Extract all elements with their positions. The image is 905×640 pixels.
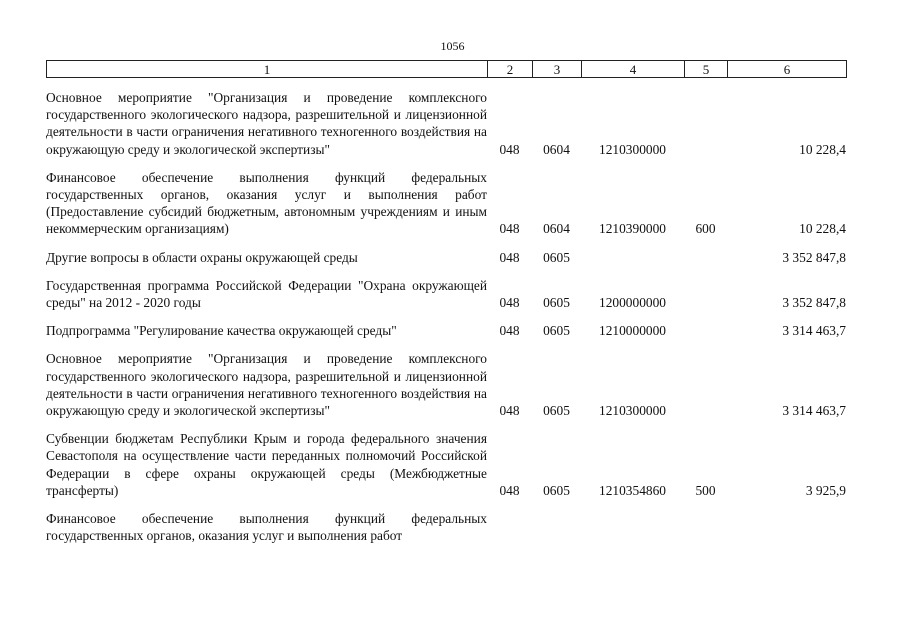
row-amount: 3 925,9: [805, 482, 846, 498]
row-target: 1210000000: [599, 323, 666, 339]
row-section: 0605: [543, 403, 570, 419]
row-ministry: 048: [499, 141, 520, 157]
row-target: 1200000000: [599, 295, 666, 311]
row-ministry: 048: [499, 295, 520, 311]
row-ministry: 048: [499, 249, 520, 265]
row-section: 0605: [543, 295, 570, 311]
row-section: 0604: [543, 221, 570, 237]
table-row: [46, 350, 846, 419]
row-ministry: 048: [499, 482, 520, 498]
column-header-row: [47, 61, 847, 78]
row-target: 1210390000: [599, 221, 666, 237]
row-name: Финансовое обеспечение выполнения функций федеральных государственных органов, оказания услуг и выполнения работ: [46, 511, 487, 544]
table-row: [46, 322, 846, 339]
row-amount: 10 228,4: [799, 221, 846, 237]
row-amount: 10 228,4: [799, 141, 846, 157]
row-section: 0604: [543, 141, 570, 157]
row-section: 0605: [543, 482, 570, 498]
row-amount: 3 352 847,8: [782, 295, 846, 311]
table-row: [46, 169, 846, 238]
column-header-1: 1: [47, 61, 488, 78]
row-target: 1210300000: [599, 403, 666, 419]
row-name: Финансовое обеспечение выполнения функций федеральных государственных органов, оказания услуг и выполнения работ (Предоставление субсидий бюджетным, автономным учреждениям и иным некоммерческим организациям): [46, 169, 487, 237]
row-target: 1210354860: [599, 482, 666, 498]
row-expense-type: 500: [695, 482, 716, 498]
column-header-5: 5: [685, 61, 728, 78]
row-name: Субвенции бюджетам Республики Крым и города федерального значения Севастополя на осуществление части переданных полномочий Российской Федерации в сфере охраны окружающей среды (Межбюджетные трансферты): [46, 431, 487, 498]
table-row: [46, 510, 846, 544]
row-name: Другие вопросы в области охраны окружающей среды: [46, 249, 358, 265]
row-section: 0605: [543, 249, 570, 265]
row-name: Основное мероприятие "Организация и проведение комплексного государственного экологического надзора, разрешительной и лицензионной деятельности в части ограничения негативного техногенного воздействия на окружающую среду и экологической экспертизы": [46, 90, 487, 157]
row-ministry: 048: [499, 403, 520, 419]
row-section: 0605: [543, 323, 570, 339]
row-amount: 3 314 463,7: [782, 323, 846, 339]
column-header-6: 6: [728, 61, 847, 78]
row-name: Подпрограмма "Регулирование качества окружающей среды": [46, 323, 397, 339]
row-amount: 3 352 847,8: [782, 249, 846, 265]
table-row: [46, 249, 846, 266]
row-expense-type: 600: [695, 221, 716, 237]
row-ministry: 048: [499, 323, 520, 339]
table-row: [46, 277, 846, 311]
column-header-table: [46, 60, 847, 78]
column-header-2: 2: [488, 61, 533, 78]
row-target: 1210300000: [599, 141, 666, 157]
row-amount: 3 314 463,7: [782, 403, 846, 419]
row-name: Государственная программа Российской Федерации "Охрана окружающей среды" на 2012 - 2020 годы: [46, 277, 487, 311]
column-header-3: 3: [533, 61, 582, 78]
column-header-4: 4: [582, 61, 685, 78]
table-row: [46, 89, 846, 158]
budget-table-body: [46, 89, 846, 544]
row-name: Основное мероприятие "Организация и проведение комплексного государственного экологического надзора, разрешительной и лицензионной деятельности в части ограничения негативного техногенного воздействия на окружающую среду и экологической экспертизы": [46, 351, 487, 419]
table-row: [46, 430, 846, 499]
row-ministry: 048: [499, 221, 520, 237]
page-number: 1056: [440, 39, 465, 53]
